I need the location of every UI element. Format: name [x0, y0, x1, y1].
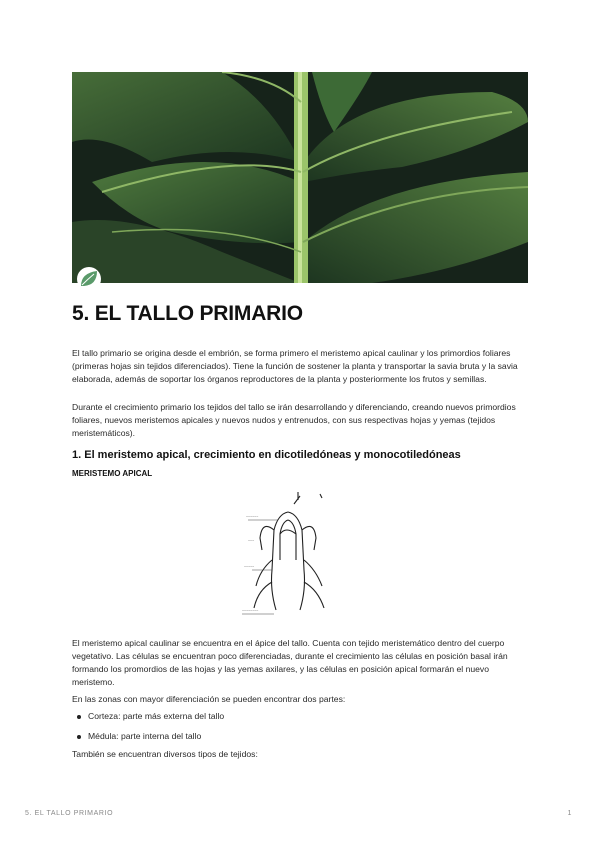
svg-text:~~~~~~: ~~~~~~ [246, 515, 259, 519]
header-image [72, 72, 528, 283]
paragraph-meristem: El meristemo apical caulinar se encuentra en el ápice del tallo. Cuenta con tejido meristemático dentro del cuerpo vegetativo. Las células se encuentran poco diferenciadas, durante el crecimiento las células en posición basal irán formando los promordios de las hojas y las yemas axilares, y las células en posición apical formarán el nuevo meristemo. [72, 638, 508, 687]
paragraph-intro: El tallo primario se origina desde el embrión, se forma primero el meristemo apical caulinar y los primordios foliares (primeras hojas sin tejidos diferenciados). Tiene la función de sostener la planta y transportar la savia bruta y la savia elaborada, además de soportar los órganos reproductores de la planta y posteriormente los frutos y semillas. [72, 348, 518, 384]
leaf-icon [76, 266, 102, 292]
paragraph-tissues: También se encuentran diversos tipos de tejidos: [72, 749, 258, 759]
svg-text:~~~: ~~~ [248, 539, 255, 543]
list-item: Corteza: parte más externa del tallo [72, 710, 472, 723]
paragraph-zones: En las zonas con mayor diferenciación se pueden encontrar dos partes: [72, 694, 346, 704]
section-heading: 1. El meristemo apical, crecimiento en dicotiledóneas y monocotiledóneas [72, 449, 461, 461]
apical-meristem-figure [238, 490, 338, 622]
svg-text:~~~~~~~~: ~~~~~~~~ [242, 609, 259, 613]
footer-title: 5. EL TALLO PRIMARIO [25, 810, 114, 817]
subheading: MERISTEMO APICAL [72, 469, 153, 478]
page-number: 1 [567, 810, 572, 817]
leaf-photo [72, 72, 528, 283]
svg-text:~~~~~: ~~~~~ [244, 565, 255, 569]
page-title: 5. EL TALLO PRIMARIO [72, 302, 303, 325]
list-item: Médula: parte interna del tallo [72, 730, 472, 743]
paragraph-growth: Durante el crecimiento primario los tejidos del tallo se irán desarrollando y diferenciando, creando nuevos primordios foliares, nuevos meristemos apicales y nuevos nudos y entrenudos, con sus respectivas hojas y yemas (tejidos meristemáticos). [72, 402, 516, 438]
tissue-parts-list [72, 710, 472, 750]
